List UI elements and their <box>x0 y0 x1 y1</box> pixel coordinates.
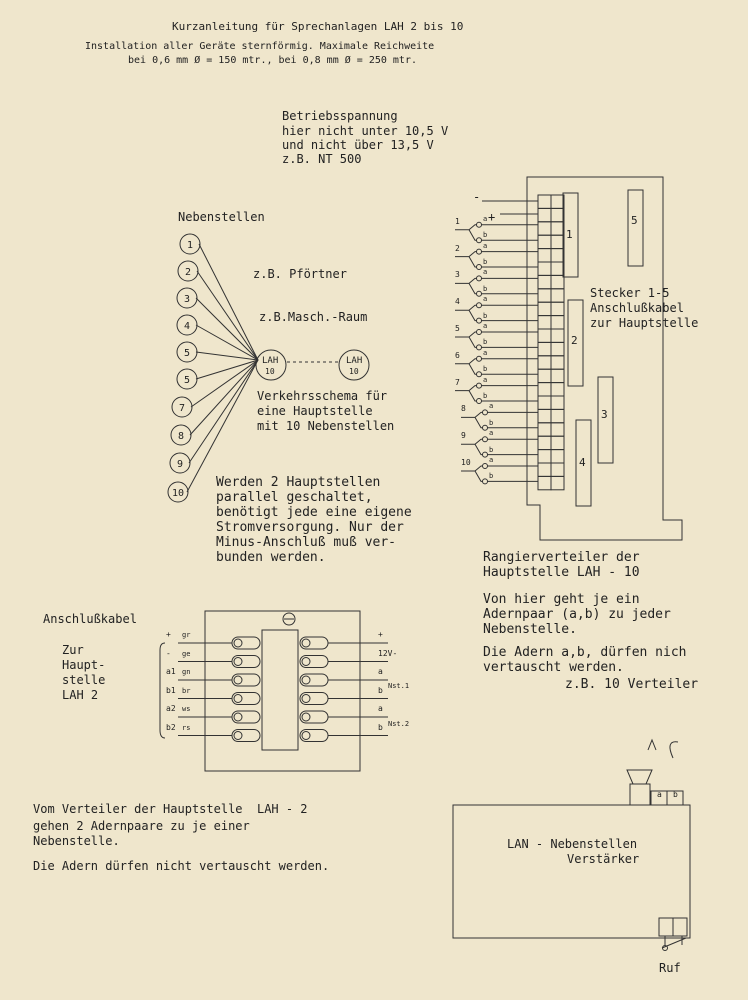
star-link-5 <box>196 352 258 360</box>
cable-color-3: gn <box>182 668 191 676</box>
parallel-line-3: benötigt jede eine eigene <box>216 505 412 520</box>
solder-point <box>483 410 488 415</box>
rangier-line-5: Nebenstelle. <box>483 622 577 637</box>
pair-4-a-lead <box>455 305 538 310</box>
solder-point <box>477 222 482 227</box>
terminal-housing <box>527 177 682 540</box>
solder-point <box>477 330 482 335</box>
terminal-cell <box>538 423 551 436</box>
plug-3-label: 3 <box>601 408 608 421</box>
pair-b-label: b <box>483 231 488 240</box>
terminal-cell <box>551 249 564 262</box>
solder-point <box>477 276 482 281</box>
node-number-1: 1 <box>187 240 194 251</box>
header-title: Kurzanleitung für Sprechanlagen LAH 2 bis 10 <box>172 20 464 33</box>
header-line-2: Installation aller Geräte sternförmig. Maximale Reichweite <box>85 41 435 52</box>
left-screw-terminal <box>232 656 260 668</box>
terminal-cell <box>538 222 551 235</box>
pair-number-5: 5 <box>455 324 460 333</box>
pair-a-label: a <box>489 402 494 411</box>
node-number-6: 5 <box>184 375 191 386</box>
terminal-cell <box>551 235 564 248</box>
cable-zur-3: stelle <box>62 673 106 687</box>
solder-point <box>477 345 482 350</box>
terminal-cell <box>538 476 551 489</box>
schema-caption-1: Verkehrsschema für <box>257 389 388 403</box>
plug-4-label: 4 <box>579 456 586 469</box>
pair-9-a-lead <box>461 439 538 444</box>
pair-a-label: a <box>483 375 488 384</box>
ruf-label: Ruf <box>659 961 681 975</box>
terminal-cell <box>551 423 564 436</box>
pair-a-label: a <box>483 268 488 277</box>
terminal-minus: - <box>473 190 481 204</box>
solder-point <box>483 464 488 469</box>
cable-left-sign-2: - <box>166 648 171 658</box>
star-link-1 <box>199 244 258 360</box>
terminal-cell <box>538 342 551 355</box>
screw-head <box>302 658 310 666</box>
pair-a-label: a <box>483 214 488 223</box>
lah-node-number-2: 10 <box>349 367 359 376</box>
nst2-label: Nst.2 <box>388 720 410 728</box>
terminal-cell <box>538 235 551 248</box>
pair-7-a-lead <box>455 386 538 391</box>
star-link-6 <box>196 360 258 379</box>
terminal-block-diagram <box>455 177 682 540</box>
header-line-3: bei 0,6 mm Ø = 150 mtr., bei 0,8 mm Ø = 250 mtr. <box>128 55 417 66</box>
amp-a-label: a <box>657 790 662 799</box>
pair-8-a-lead <box>461 412 538 417</box>
terminal-cell <box>538 275 551 288</box>
right-screw-terminal <box>300 674 328 686</box>
terminal-cell <box>538 409 551 422</box>
schema-caption-2: eine Hauptstelle <box>257 404 373 418</box>
screw-head <box>234 676 242 684</box>
pair-number-4: 4 <box>455 297 460 307</box>
example-pfoertner: z.B. Pförtner <box>253 267 347 281</box>
terminal-cell <box>551 262 564 275</box>
stecker-line-2: Anschlußkabel <box>590 301 684 315</box>
nebenstellen-heading: Nebenstellen <box>178 210 265 224</box>
pair-5-a-lead <box>455 332 538 337</box>
terminal-cell <box>538 262 551 275</box>
node-number-2: 2 <box>185 267 192 278</box>
left-screw-terminal <box>232 637 260 649</box>
cable-box-outline <box>205 611 360 771</box>
solder-point <box>483 437 488 442</box>
cable-color-5: ws <box>182 705 191 713</box>
solder-point <box>477 356 482 361</box>
pair-3-a-lead <box>455 278 538 283</box>
terminal-cell <box>538 302 551 315</box>
terminal-cell <box>538 195 551 208</box>
terminal-cell <box>538 450 551 463</box>
pair-b-label: b <box>483 284 488 293</box>
rangier-line-8: z.B. 10 Verteiler <box>565 677 699 692</box>
pair-2-a-lead <box>455 252 538 257</box>
terminal-cell <box>538 463 551 476</box>
pair-a-label: a <box>483 241 488 250</box>
right-screw-terminal <box>300 656 328 668</box>
node-number-7: 7 <box>179 403 186 414</box>
solder-point <box>483 479 488 484</box>
terminal-cell <box>551 369 564 382</box>
rangier-line-4: Adernpaar (a,b) zu jeder <box>483 607 671 622</box>
star-link-2 <box>197 271 258 360</box>
left-screw-terminal <box>232 711 260 723</box>
terminal-cell <box>551 476 564 489</box>
cable-zur-2: Haupt- <box>62 658 106 672</box>
stecker-line-1: Stecker 1-5 <box>590 286 670 300</box>
lah-node-number: 10 <box>265 367 275 376</box>
parallel-line-4: Stromversorgung. Nur der <box>216 520 404 535</box>
speaker-icon <box>627 770 652 784</box>
lah-node-label-2: LAH <box>346 356 363 366</box>
node-number-3: 3 <box>184 294 191 305</box>
schema-caption-3: mit 10 Nebenstellen <box>257 419 395 433</box>
pair-number-9: 9 <box>461 431 466 441</box>
cable-color-6: rs <box>182 723 191 732</box>
terminal-cell <box>551 302 564 315</box>
terminal-cell <box>538 249 551 262</box>
cable-heading: Anschlußkabel <box>43 612 137 626</box>
pair-number-2: 2 <box>455 243 460 253</box>
cable-right-label-3: a <box>378 667 383 676</box>
terminal-plus: + <box>488 210 496 224</box>
parallel-line-5: Minus-Anschluß muß ver- <box>216 535 397 550</box>
screw-head <box>302 695 310 703</box>
node-number-10: 10 <box>172 488 185 499</box>
pair-number-10: 10 <box>461 458 471 467</box>
lah-node-label: LAH <box>262 356 279 366</box>
pair-6-a-lead <box>455 359 538 364</box>
pair-number-6: 6 <box>455 350 460 360</box>
pair-b-label: b <box>483 338 488 347</box>
supply-line-1: Betriebsspannung <box>282 109 398 123</box>
bottom-line-1: Vom Verteiler der Hauptstelle LAH - 2 <box>33 802 308 816</box>
stecker-line-3: zur Hauptstelle <box>590 316 699 330</box>
pair-a-label: a <box>483 295 488 304</box>
amp-lead-marks <box>648 740 678 758</box>
supply-line-4: z.B. NT 500 <box>282 152 362 166</box>
amp-speaker-mount <box>630 784 650 805</box>
plug-1-label: 1 <box>566 228 573 241</box>
pair-a-label: a <box>489 456 494 464</box>
right-screw-terminal <box>300 711 328 723</box>
terminal-cell <box>551 383 564 396</box>
cable-left-sign-6: b2 <box>166 722 176 732</box>
pair-b-label: b <box>489 472 494 481</box>
cable-right-label-5: a <box>378 704 383 713</box>
screw-head <box>302 639 310 647</box>
cable-left-sign-5: a2 <box>166 704 176 713</box>
cable-color-1: gr <box>182 631 191 639</box>
cable-right-label-6: b <box>378 722 383 732</box>
terminal-cell <box>551 436 564 449</box>
amp-ruf-terminal-1 <box>659 918 673 936</box>
pair-a-label: a <box>483 348 488 357</box>
star-link-3 <box>196 298 258 360</box>
pair-b-label: b <box>483 365 488 374</box>
cable-left-sign-3: a1 <box>166 667 176 676</box>
rangier-line-1: Rangierverteiler der <box>483 550 640 565</box>
pair-a-label: a <box>483 322 488 330</box>
solder-point <box>477 303 482 308</box>
terminal-cell <box>551 450 564 463</box>
pair-1-a-lead <box>455 225 538 230</box>
terminal-cell <box>551 222 564 235</box>
left-screw-terminal <box>232 730 260 742</box>
right-screw-terminal <box>300 730 328 742</box>
screw-head <box>234 713 242 721</box>
screw-head <box>234 732 242 740</box>
solder-point <box>477 383 482 388</box>
solder-point <box>483 452 488 457</box>
pair-number-7: 7 <box>455 377 460 387</box>
terminal-cell <box>551 329 564 342</box>
star-link-7 <box>191 360 258 407</box>
terminal-cell <box>551 463 564 476</box>
pair-number-1: 1 <box>455 216 460 226</box>
supply-line-3: und nicht über 13,5 V <box>282 138 434 152</box>
terminal-cell <box>551 342 564 355</box>
terminal-cell <box>551 208 564 221</box>
terminal-cell <box>551 289 564 302</box>
pair-b-label: b <box>483 258 488 266</box>
screw-head <box>234 695 242 703</box>
pair-a-label: a <box>489 429 494 438</box>
solder-point <box>477 318 482 323</box>
screw-head <box>302 676 310 684</box>
bottom-line-3: Nebenstelle. <box>33 834 120 848</box>
left-screw-terminal <box>232 693 260 705</box>
example-maschraum: z.B.Masch.-Raum <box>259 310 368 324</box>
solder-point <box>477 372 482 377</box>
screw-head <box>302 713 310 721</box>
pair-b-label: b <box>489 445 494 454</box>
cable-left-sign-4: b1 <box>166 685 176 695</box>
terminal-cell <box>538 369 551 382</box>
amp-ruf-terminal-2 <box>673 918 687 936</box>
parallel-line-6: bunden werden. <box>216 550 326 565</box>
right-screw-terminal <box>300 693 328 705</box>
solder-point <box>483 425 488 430</box>
supply-line-2: hier nicht unter 10,5 V <box>282 124 449 138</box>
amp-title-2: Verstärker <box>567 852 640 866</box>
rangier-line-3: Von hier geht je ein <box>483 592 640 607</box>
terminal-cell <box>551 356 564 369</box>
right-screw-terminal <box>300 637 328 649</box>
parallel-line-2: parallel geschaltet, <box>216 490 373 505</box>
rangier-line-7: vertauscht werden. <box>483 660 624 675</box>
terminal-cell <box>538 316 551 329</box>
node-number-9: 9 <box>177 459 184 470</box>
plug-5 <box>628 190 643 266</box>
cable-color-2: ge <box>182 649 191 658</box>
terminal-cell <box>551 316 564 329</box>
terminal-cell <box>538 329 551 342</box>
cable-left-sign-1: + <box>166 630 171 639</box>
plug-5-label: 5 <box>631 214 638 227</box>
bottom-line-4: Die Adern dürfen nicht vertauscht werden. <box>33 859 330 873</box>
star-link-9 <box>189 360 258 463</box>
left-screw-terminal <box>232 674 260 686</box>
solder-point <box>477 238 482 243</box>
cable-color-4: br <box>182 686 191 695</box>
terminal-cell <box>538 396 551 409</box>
node-number-5: 5 <box>184 348 191 359</box>
cable-right-label-2: 12V- <box>378 648 398 658</box>
node-number-8: 8 <box>178 431 185 442</box>
plug-2-label: 2 <box>571 334 578 347</box>
terminal-cell <box>551 409 564 422</box>
solder-point <box>477 399 482 404</box>
solder-point <box>477 291 482 296</box>
cable-right-label-1: + <box>378 630 383 639</box>
pair-b-label: b <box>483 311 488 320</box>
pair-number-8: 8 <box>461 404 466 414</box>
amp-outline <box>453 805 690 938</box>
terminal-cell <box>538 436 551 449</box>
terminal-cell <box>551 275 564 288</box>
solder-point <box>477 249 482 254</box>
cable-zur-1: Zur <box>62 643 84 657</box>
pair-b-label: b <box>483 392 488 400</box>
node-number-4: 4 <box>184 321 191 332</box>
terminal-cell <box>551 195 564 208</box>
parallel-line-1: Werden 2 Hauptstellen <box>216 475 381 490</box>
amp-b-label: b <box>673 790 678 799</box>
pair-number-3: 3 <box>455 270 460 280</box>
rangier-line-6: Die Adern a,b, dürfen nich <box>483 645 687 660</box>
terminal-cell <box>538 208 551 221</box>
terminal-cell <box>551 396 564 409</box>
pair-10-a-lead <box>461 466 538 471</box>
screw-head <box>234 658 242 666</box>
terminal-cell <box>538 383 551 396</box>
screw-head <box>302 732 310 740</box>
rangier-line-2: Hauptstelle LAH - 10 <box>483 565 640 580</box>
cable-brace <box>160 643 165 738</box>
cable-zur-4: LAH 2 <box>62 688 99 702</box>
nst1-label: Nst.1 <box>388 682 410 690</box>
bottom-line-2: gehen 2 Adernpaare zu je einer <box>33 819 250 833</box>
terminal-cell <box>538 289 551 302</box>
amp-title-1: LAN - Nebenstellen <box>507 837 638 851</box>
cable-right-label-4: b <box>378 685 383 695</box>
cable-box-center-block <box>262 630 298 750</box>
solder-point <box>477 265 482 270</box>
terminal-cell <box>538 356 551 369</box>
screw-head <box>234 639 242 647</box>
pair-b-label: b <box>489 418 494 427</box>
